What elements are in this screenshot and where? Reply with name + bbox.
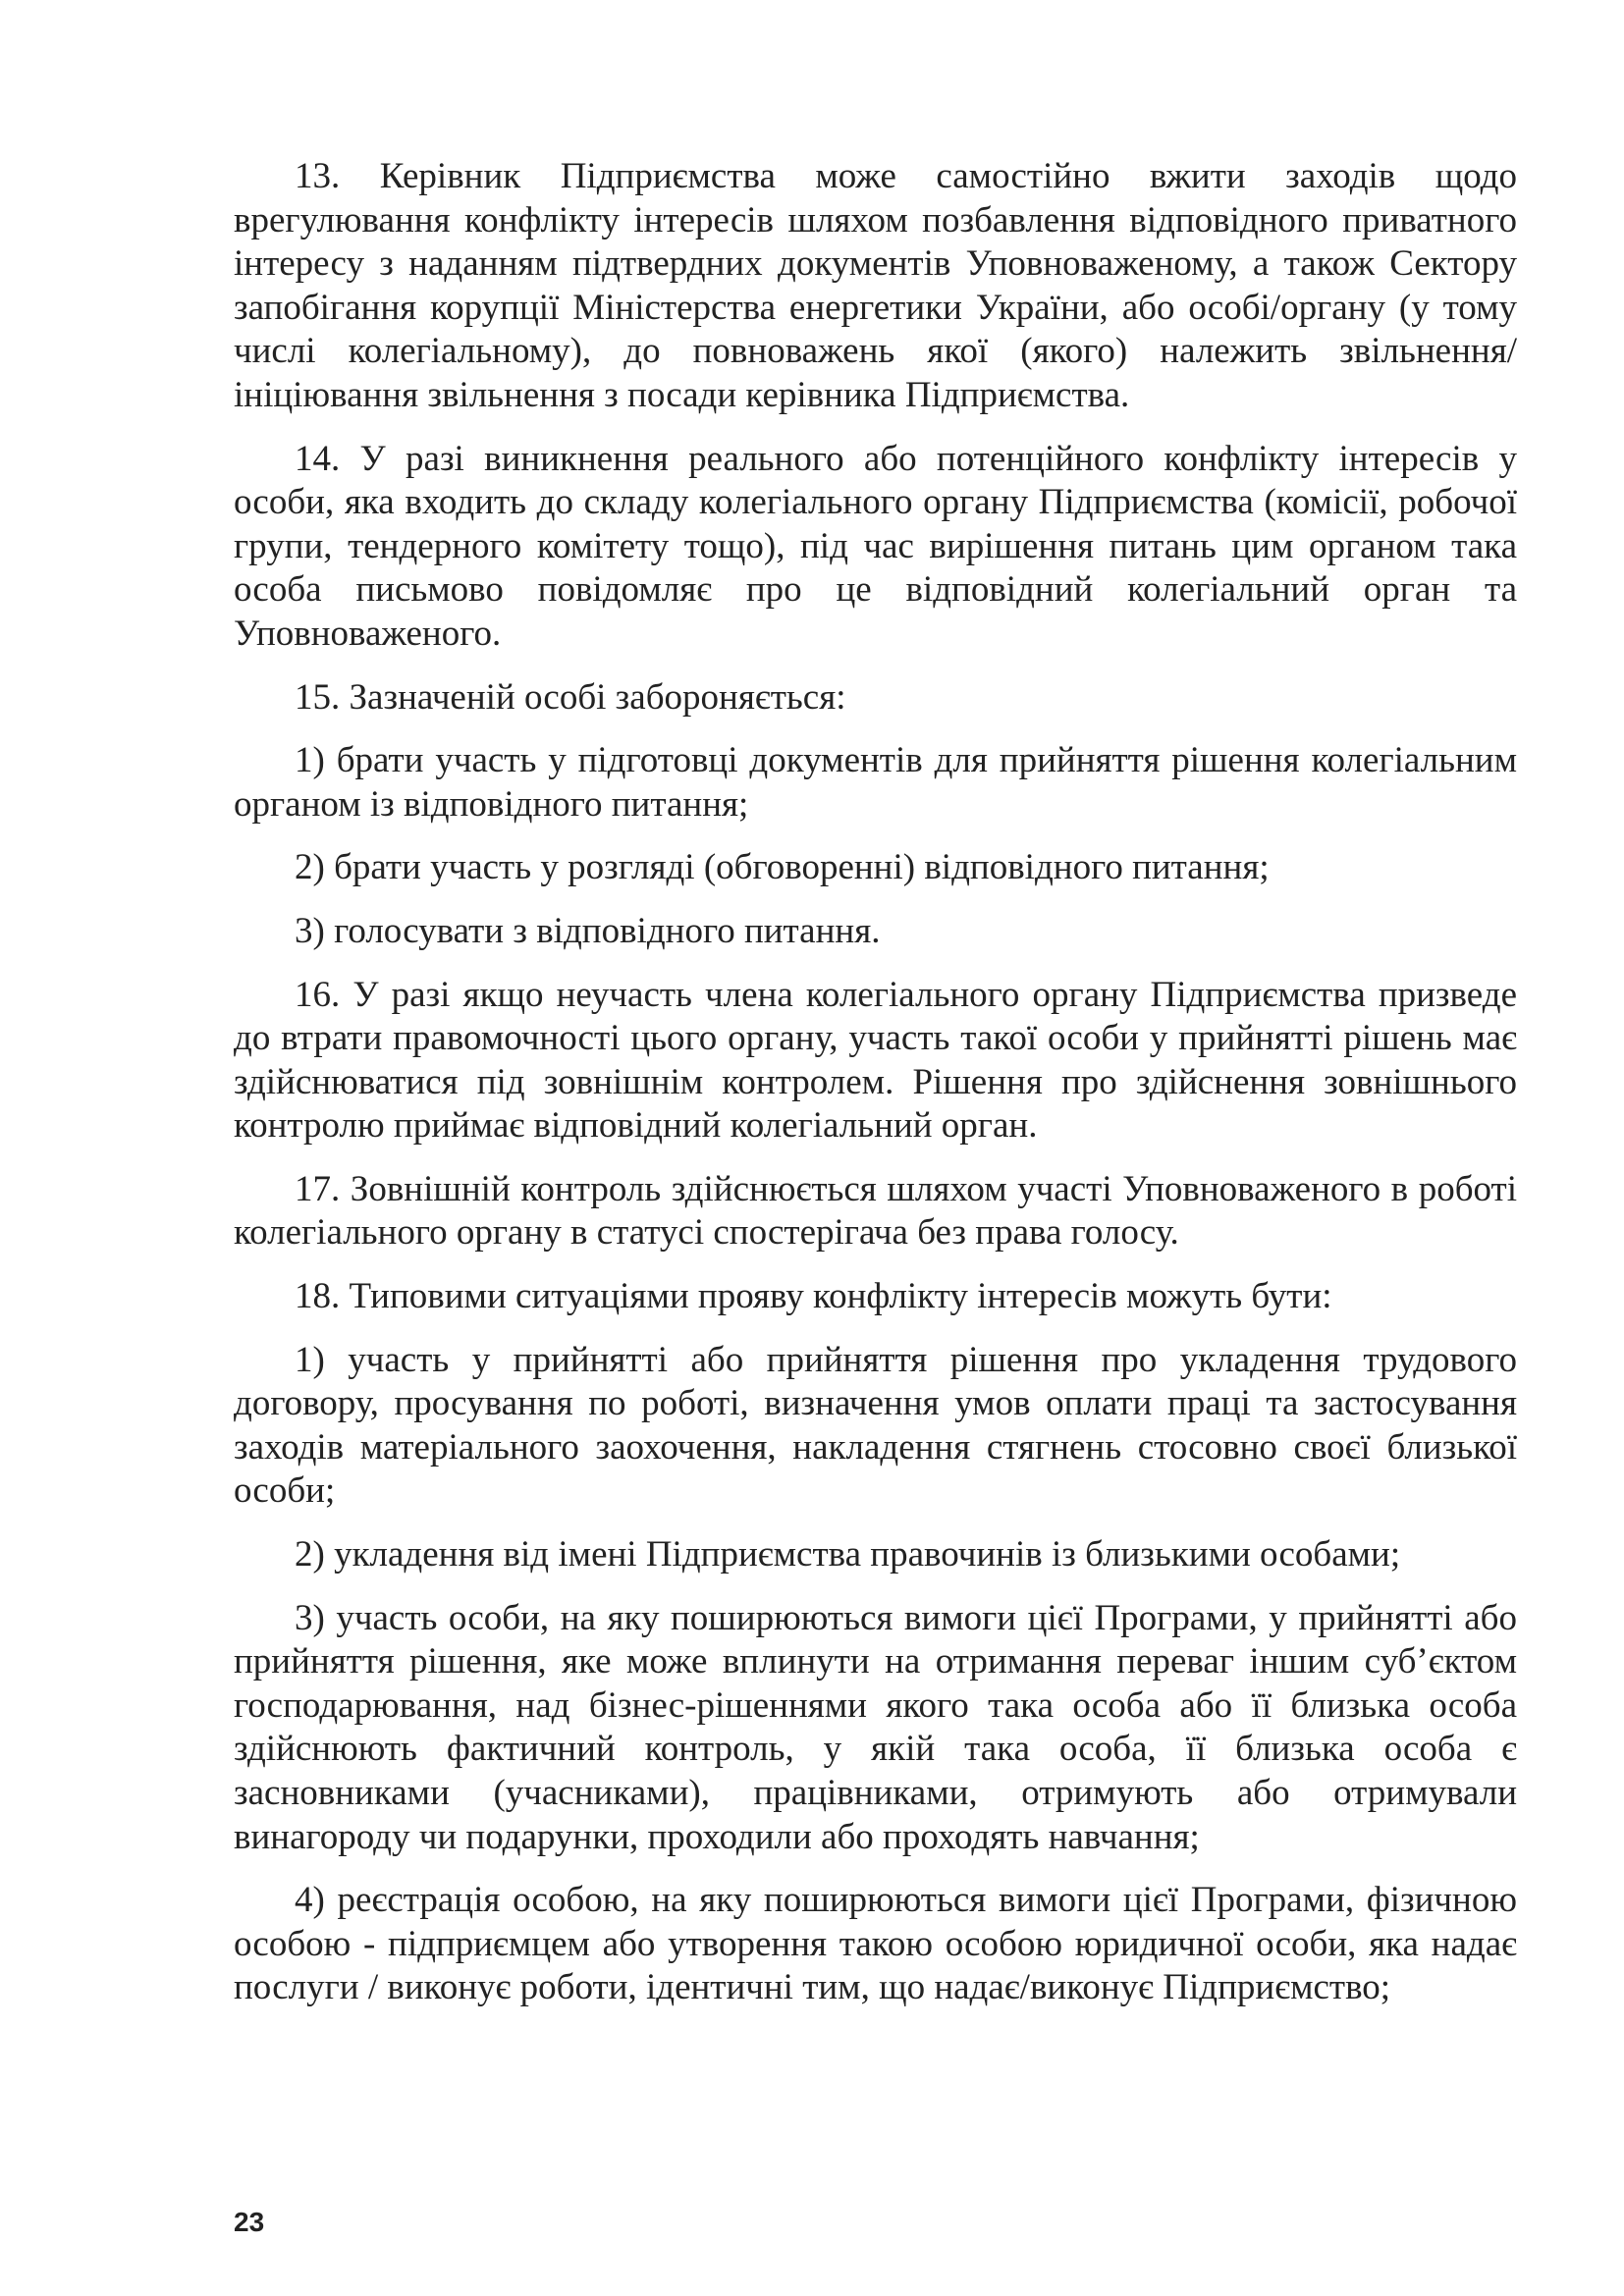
paragraph-18: 18. Типовими ситуаціями прояву конфлікту інтересів можуть бути: <box>295 1276 1332 1317</box>
page-number: 23 <box>234 2207 265 2237</box>
paragraph-18-item-3: 3) участь особи, на яку поширюються вимоги цієї Програми, у прийнятті або прийняття рішення, яке може вплинути на отримання переваг іншим суб’єктом господарювання, над бізнес-рішеннями якого така особа або її близька особа здійснюють фактичний контроль, у якій така особа, її близька особа є засновниками (учасниками), працівниками, отримують або отримували винагороду чи подарунки, проходили або проходять навчання; <box>234 1597 1517 1857</box>
paragraph-18-item-4: 4) реєстрація особою, на яку поширюються вимоги цієї Програми, фізичною особою - підприємцем або утворення такою особою юридичної особи, яка надає послуги / виконує роботи, ідентичні тим, що надає/виконує Підприємство; <box>234 1880 1517 2008</box>
paragraph-18-item-2: 2) укладення від імені Підприємства правочинів із близькими особами; <box>295 1534 1401 1575</box>
paragraph-16: 16. У разі якщо неучасть члена колегіального органу Підприємства призведе до втрати правомочності цього органу, участь такої особи у прийнятті рішень має здійснюватися під зовнішнім контролем. Рішення про здійснення зовнішнього контролю приймає відповідний колегіальний орган. <box>234 974 1517 1147</box>
paragraph-15: 15. Зазначеній особі забороняється: <box>295 676 846 718</box>
paragraph-14: 14. У разі виникнення реального або потенційного конфлікту інтересів у особи, яка входить до складу колегіального органу Підприємства (комісії, робочої групи, тендерного комітету тощо), під час вирішення питань цим органом така особа письмово повідомляє про це відповідний колегіальний орган та Уповноваженого. <box>234 438 1517 654</box>
paragraph-17: 17. Зовнішній контроль здійснюється шляхом участі Уповноваженого в роботі колегіального органу в статусі спостерігача без права голосу. <box>234 1168 1517 1254</box>
paragraph-15-item-3: 3) голосувати з відповідного питання. <box>295 910 881 951</box>
paragraph-18-item-1: 1) участь у прийнятті або прийняття рішення про укладення трудового договору, просування по роботі, визначення умов оплати праці та застосування заходів матеріального заохочення, накладення стягнень стосовно своєї близької особи; <box>234 1339 1517 1512</box>
document-body <box>234 155 1517 2030</box>
paragraph-15-item-2: 2) брати участь у розгляді (обговоренні) відповідного питання; <box>295 847 1270 888</box>
paragraph-15-item-1: 1) брати участь у підготовці документів для прийняття рішення колегіальним органом із відповідного питання; <box>234 740 1517 825</box>
paragraph-13: 13. Керівник Підприємства може самостійно вжити заходів щодо врегулювання конфлікту інтересів шляхом позбавлення відповідного приватного інтересу з наданням підтвердних документів Уповноваженому, а також Сектору запобігання корупції Міністерства енергетики України, або особі/органу (у тому числі колегіальному), до повноважень якої (якого) належить звільнення/ініціювання звільнення з посади керівника Підприємства. <box>234 156 1517 415</box>
